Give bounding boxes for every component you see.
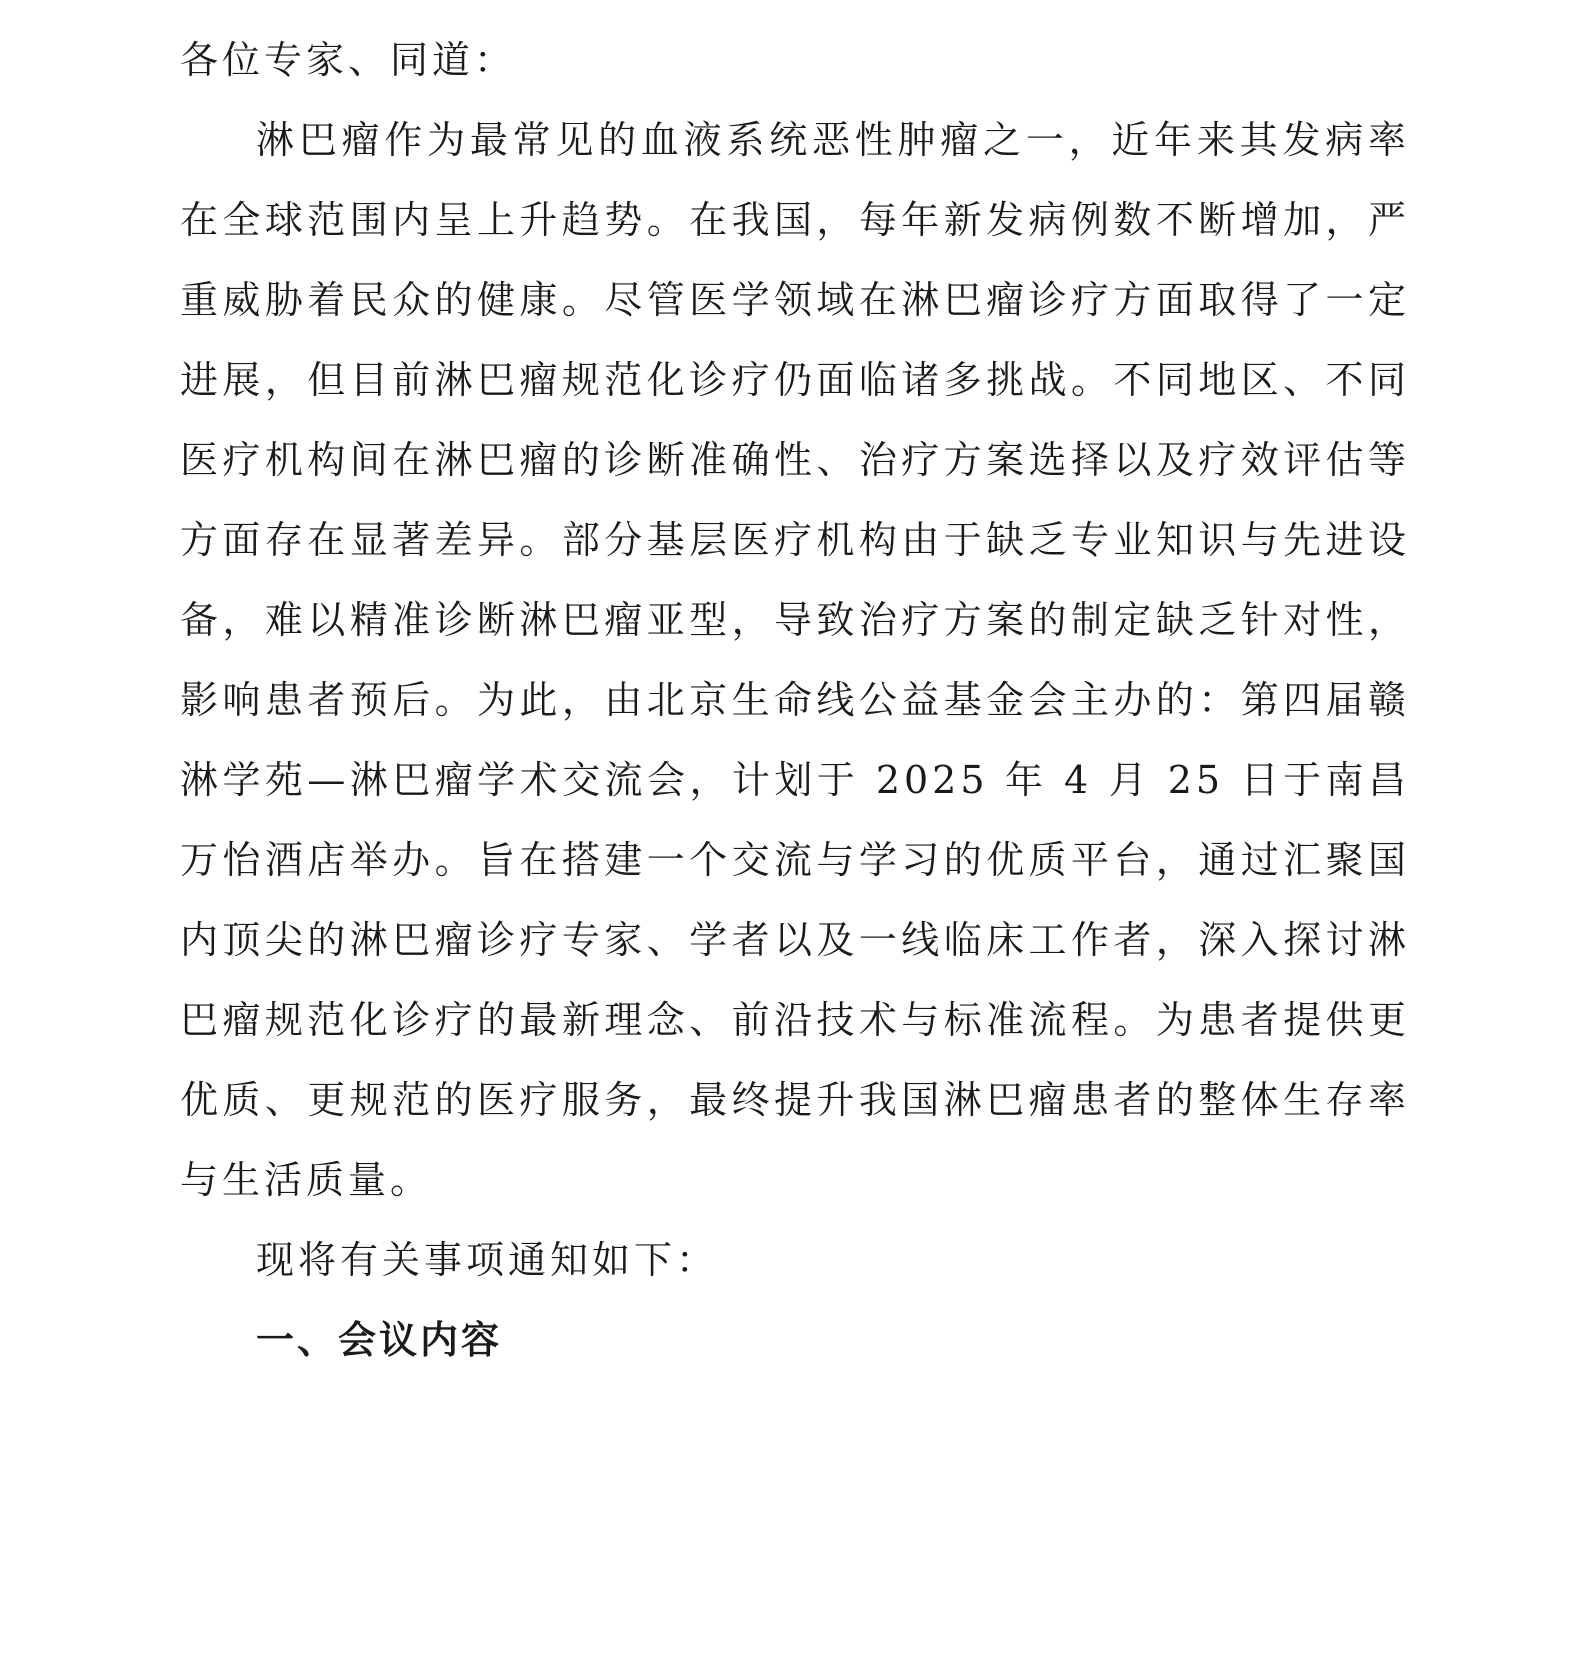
section-heading: 一、会议内容 xyxy=(256,1318,503,1362)
intro-paragraph: 淋巴瘤作为最常见的血液系统恶性肿瘤之一，近年来其发病率在全球范围内呈上升趋势。在我国，每年新发病例数不断增加，严重威胁着民众的健康。尽管医学领域在淋巴瘤诊疗方面取得了一定进展，但目前淋巴瘤规范化诊疗仍面临诸多挑战。不同地区、不同医疗机构间在淋巴瘤的诊断准确性、治疗方案选择以及疗效评估等方面存在显著差异。部分基层医疗机构由于缺乏专业知识与先进设备，难以精准诊断淋巴瘤亚型，导致治疗方案的制定缺乏针对性，影响患者预后。为此，由北京生命线公益基金会主办的：第四届赣淋学苑—淋巴瘤学术交流会，计划于 2025 年 4 月 25 日于南昌万怡酒店举办。旨在搭建一个交流与学习的优质平台，通过汇聚国内顶尖的淋巴瘤诊疗专家、学者以及一线临床工作者，深入探讨淋巴瘤规范化诊疗的最新理念、前沿技术与标准流程。为患者提供更优质、更规范的医疗服务，最终提升我国淋巴瘤患者的整体生存率与生活质量。 xyxy=(180,118,1410,1202)
notice-paragraph: 现将有关事项通知如下： xyxy=(256,1238,719,1282)
document-body xyxy=(180,20,1410,1380)
salutation: 各位专家、同道： xyxy=(180,38,517,82)
